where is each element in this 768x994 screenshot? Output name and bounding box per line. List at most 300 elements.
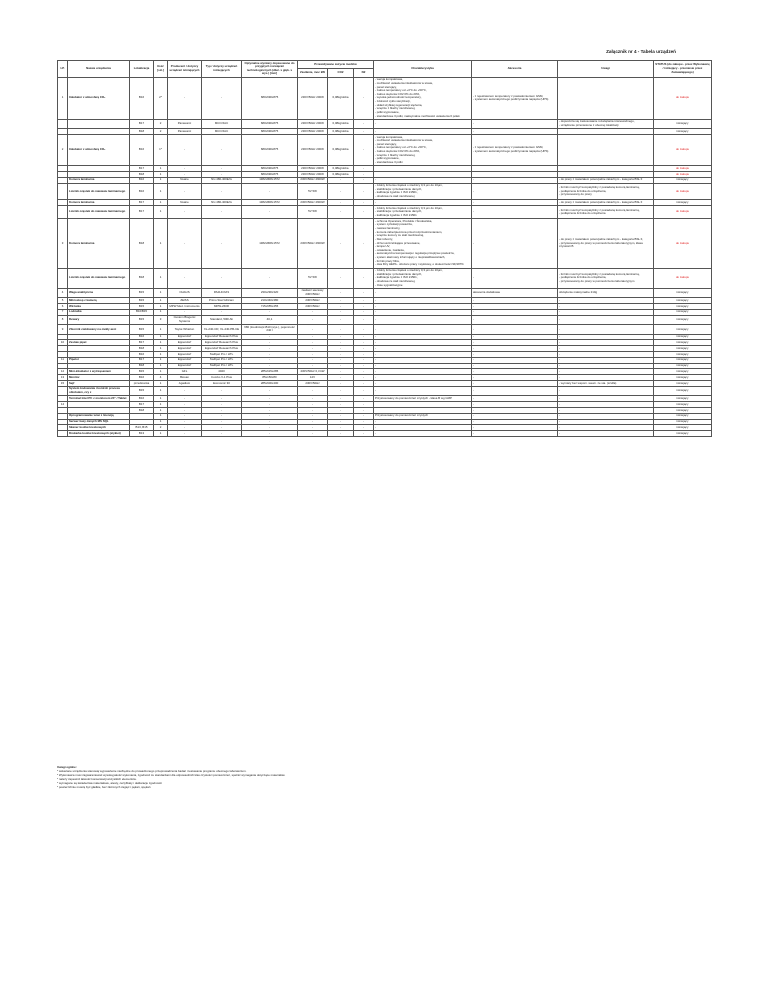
- cell-accessories: -: [472, 375, 558, 381]
- header-n2: N2: [354, 69, 374, 77]
- cell-power: -: [298, 396, 328, 402]
- cell-producer: -: [168, 172, 202, 178]
- cell-type: Economic 30: [202, 381, 242, 387]
- cell-dimensions: -: [242, 386, 298, 395]
- cell-quantity: 4: [154, 375, 168, 381]
- cell-power: -: [298, 407, 328, 413]
- cell-power: zasilacz sieciowy 230V/50Hz: [298, 288, 328, 297]
- cell-power: 230V/50Hz 200W: [298, 119, 328, 128]
- cell-status: istniejący: [654, 413, 712, 419]
- cell-location: przedsionka: [130, 381, 154, 387]
- cell-n2: -: [354, 309, 374, 315]
- cell-co2: 0,08kg/doba: [328, 77, 354, 119]
- cell-name: [68, 119, 130, 128]
- cell-name: Zbiornik ciekłowany na ciekły azot: [68, 325, 130, 334]
- cell-co2: -: [328, 363, 354, 369]
- cell-location: B16: [130, 135, 154, 166]
- cell-n2: -: [354, 288, 374, 297]
- cell-co2: 0,08kg/doba: [328, 135, 354, 166]
- cell-quantity: 1: [154, 407, 168, 413]
- cell-dimensions: -: [242, 425, 298, 431]
- cell-accessories: -: [472, 431, 558, 437]
- cell-location: B18: [130, 172, 154, 178]
- cell-dimensions: -: [242, 346, 298, 352]
- page-title: Załącznik nr 4 - Tabela urządzeń: [606, 49, 676, 54]
- cell-location: B16: [130, 77, 154, 119]
- cell-name: Komora laminarna: [68, 177, 130, 183]
- cell-lp: [58, 386, 68, 395]
- cell-characteristics: - zdolny liczenia cząstek o średnicy 0,3 µm do 10µm, - stabilizacja i przetwarzanie danych, - kalibracja zgodnie z ISO 21501, - obudowa ze stali nierdzewnej, - złote sygnalizacyjne: [374, 268, 472, 288]
- cell-status: istniejący: [654, 402, 712, 408]
- cell-lp: 4: [58, 288, 68, 297]
- cell-quantity: 1: [154, 357, 168, 363]
- cell-remarks: -: [558, 340, 654, 346]
- cell-lp: 6: [58, 304, 68, 310]
- cell-name: Zestaw pipet: [68, 340, 130, 346]
- cell-n2: -: [354, 135, 374, 166]
- cell-quantity: 1: [154, 304, 168, 310]
- note-line: * powierzchnie muszą być gładkie, bez złożonych zagięć i pękań, spękań: [57, 784, 151, 789]
- cell-accessories: -: [472, 119, 558, 128]
- cell-power: -: [298, 340, 328, 346]
- cell-lp: 1: [58, 77, 68, 119]
- cell-producer: -: [168, 386, 202, 395]
- cell-quantity: 2: [154, 129, 168, 135]
- cell-characteristics: - ochrona Operatora, Produktu i Środowiska, - system cyrkulacji powietrza, - nawiew laminarny, - komora zabezpieczona przed rozprzestrzenianiem, - wnętrze komory ze stali nierdzewnej, - blat roboczy, - drzwi uszczelniające przesuwane, - lampa UV, - oświetlenie, zasilanie, - automatyczna kompensacja i regulacja przepływu powietrza, - system alarmowy informujący o nieprawidłowościach, - licznik pracy filtra, - dwa filtry HEPA - obszaru pracy i wylotowy, o skuteczności 99,997%: [374, 219, 472, 268]
- cell-accessories: -: [472, 402, 558, 408]
- table-row: [58, 206, 712, 219]
- cell-type: -: [202, 172, 242, 178]
- notes-heading: Uwagi ogólne:: [57, 765, 77, 769]
- table-row: [58, 183, 712, 200]
- table-row: [58, 325, 712, 334]
- cell-n2: -: [354, 119, 374, 128]
- cell-accessories: -: [472, 325, 558, 334]
- cell-power: 230V/50Hz 200W: [298, 135, 328, 166]
- cell-producer: -: [168, 166, 202, 172]
- cell-producer: -: [168, 402, 202, 408]
- cell-producer: -: [168, 219, 202, 268]
- cell-n2: -: [354, 298, 374, 304]
- cell-producer: Panasonic: [168, 119, 202, 128]
- cell-power: 5V 5W: [298, 206, 328, 219]
- cell-accessories: - z rejestratorem temperatury z powiadomieniem GSM, - systemem automatycznego podtrzymania napięcia (UPS): [472, 77, 558, 119]
- cell-status: do zakupu: [654, 135, 712, 166]
- note-line: * wskazane urządzenia stanowią wyposażenie niezbędne do prowadzonego przeprowadzenia badań i testowanie programu obecnego laboratorium.: [57, 768, 247, 773]
- cell-type: XL-240-CD; XL-240-PB-CE: [202, 325, 242, 334]
- cell-producer: -: [168, 309, 202, 315]
- cell-lp: 13: [58, 375, 68, 381]
- cell-quantity: 1: [154, 288, 168, 297]
- cell-remarks: - do pracy z materiałem potencjalnie zakaźnym - kategoria BSL II: [558, 177, 654, 183]
- cell-n2: -: [354, 402, 374, 408]
- cell-lp: 15: [58, 381, 68, 387]
- cell-dimensions: 1382x808x1572: [242, 177, 298, 183]
- cell-remarks: -: [558, 402, 654, 408]
- cell-remarks: - licznik musi być kompatybilny z posiadaną komorą laminarną, - podłączenie licznika do urządzenia, - przystosowany do pracy w pomieszczeniu laboratoryjnym: [558, 268, 654, 288]
- cell-type: MCO-5AC: [202, 119, 242, 128]
- cell-quantity: 2: [154, 425, 168, 431]
- cell-dimensions: 680 (średnica)x1510 (wys.), pojemność 240 l: [242, 325, 298, 334]
- cell-producer: -: [168, 419, 202, 425]
- cell-location: B16: [130, 334, 154, 340]
- cell-quantity: 1: [154, 206, 168, 219]
- cell-type: -: [202, 425, 242, 431]
- cell-remarks: -: [558, 407, 654, 413]
- table-row: [58, 288, 712, 297]
- cell-location: B16: [130, 396, 154, 402]
- cell-n2: -: [354, 183, 374, 200]
- cell-remarks: -: [558, 309, 654, 315]
- cell-location: B13: [130, 431, 154, 437]
- cell-characteristics: Przystosowany do pomieszczeń czystych: [374, 413, 472, 419]
- cell-quantity: 1: [154, 402, 168, 408]
- cell-location: B17: [130, 340, 154, 346]
- cell-co2: -: [328, 268, 354, 288]
- cell-power: 230V/50Hz: [298, 304, 328, 310]
- header-media: Przewidywane zużycie mediów: [298, 61, 374, 69]
- header-power: Zasilanie, moc kW: [298, 69, 328, 77]
- cell-remarks: -: [558, 352, 654, 358]
- cell-dimensions: -: [242, 407, 298, 413]
- cell-accessories: -: [472, 419, 558, 425]
- cell-quantity: 1: [154, 431, 168, 437]
- cell-remarks: -: [558, 325, 654, 334]
- cell-n2: -: [354, 340, 374, 346]
- header-location: Lokalizacja: [130, 61, 154, 78]
- table-row: [58, 315, 712, 324]
- table-row: [58, 135, 712, 166]
- cell-status: do zakupu: [654, 183, 712, 200]
- cell-characteristics: - zdolny liczenia cząstek o średnicy 0,3 µm do 10µm, - stabilizacja i przetwarzanie danych, - kalibracja zgodnie z ISO 21501, - obudowa ze stali nierdzewnej: [374, 183, 472, 200]
- cell-producer: -: [168, 206, 202, 219]
- cell-type: Swiftpet Pro / HTL: [202, 357, 242, 363]
- cell-characteristics: Przystosowany do pomieszczeń czystych - klasa B wg GMP: [374, 396, 472, 402]
- cell-dimensions: -: [242, 363, 298, 369]
- cell-producer: -: [168, 413, 202, 419]
- cell-dimensions: -: [242, 268, 298, 288]
- cell-remarks: -: [558, 396, 654, 402]
- cell-dimensions: 715x655x455: [242, 304, 298, 310]
- cell-power: -: [298, 315, 328, 324]
- cell-accessories: -: [472, 129, 558, 135]
- cell-quantity: 1: [154, 369, 168, 375]
- cell-n2: -: [354, 413, 374, 419]
- cell-n2: -: [354, 386, 374, 395]
- cell-co2: -: [328, 309, 354, 315]
- cell-characteristics: -: [374, 357, 472, 363]
- cell-remarks: - wymiary bez wsporn. wewn. ze sta. (szufla): [558, 381, 654, 387]
- cell-characteristics: - wersja kompaktowa, - możliwość ustawienia inkubatorów w stosie, - panel sterujący, - zakres temperatury od +4°C do +50°C, - zakres stężenia CO2 0% do 20%, - wysoka jednorodność temperatury, - zdolność cyklu sterylizacji, - układ szybkiej regeneracji stężenia, - wnętrze z blachy nierdzewnej, - półki wyjmowane, - standardowe 3 półki, maksymalne możliwości ustawienia 6 półek: [374, 77, 472, 119]
- cell-power: 230V/50Hz: [298, 298, 328, 304]
- cell-status: do zakupu: [654, 166, 712, 172]
- cell-lp: 8: [58, 315, 68, 324]
- cell-name: Oprogramowanie wraz z licencją: [68, 413, 130, 419]
- cell-dimensions: -: [242, 419, 298, 425]
- cell-type: Swiftpet Pro / HTL: [202, 352, 242, 358]
- cell-accessories: -: [472, 334, 558, 340]
- cell-remarks: - licznik musi być kompatybilny z posiadaną komorą laminarną, - podłączenie licznika do urządzenia, - przystosowany do pracy: [558, 183, 654, 200]
- cell-type: -: [202, 402, 242, 408]
- cell-status: do zakupu: [654, 219, 712, 268]
- cell-type: MPW-260R: [202, 304, 242, 310]
- cell-name: Inkubator z atmosferą CO₂: [68, 135, 130, 166]
- cell-n2: -: [354, 325, 374, 334]
- cell-power: -: [298, 334, 328, 340]
- cell-n2: -: [354, 369, 374, 375]
- cell-location: B13, B15: [130, 425, 154, 431]
- cell-characteristics: -: [374, 363, 472, 369]
- cell-location: B18: [130, 346, 154, 352]
- cell-producer: Eppendorf: [168, 357, 202, 363]
- cell-accessories: -: [472, 200, 558, 206]
- cell-characteristics: -: [374, 325, 472, 334]
- cell-status: istniejący: [654, 119, 712, 128]
- header-type: Typ / dotyczy urządzeń istniejących: [202, 61, 242, 78]
- cell-n2: -: [354, 346, 374, 352]
- cell-lp: 9: [58, 325, 68, 334]
- cell-type: PA214CM/1: [202, 288, 242, 297]
- cell-accessories: -: [472, 425, 558, 431]
- cell-co2: 0,08kg/doba: [328, 172, 354, 178]
- cell-dimensions: -: [242, 357, 298, 363]
- cell-name: Waga analityczna: [68, 288, 130, 297]
- cell-accessories: -: [472, 309, 558, 315]
- cell-quantity: 1: [154, 363, 168, 369]
- cell-co2: -: [328, 340, 354, 346]
- table-row: [58, 431, 712, 437]
- cell-dimensions: 210x340x380: [242, 298, 298, 304]
- cell-status: istniejący: [654, 357, 712, 363]
- cell-status: istniejący: [654, 346, 712, 352]
- cell-remarks: -: [558, 386, 654, 395]
- cell-status: istniejący: [654, 425, 712, 431]
- cell-producer: -: [168, 135, 202, 166]
- cell-status: istniejący: [654, 407, 712, 413]
- cell-name: Licznik cząstek do nawiewu laminarnego: [68, 183, 130, 200]
- cell-co2: -: [328, 315, 354, 324]
- note-line: * Wykonawca musi zagwarantować wysoką jakość wykonania, zgodność ze standardami dla odpowiednich klas czystości pomieszczeń, spełnić wymagania dotyczące materiałów.: [57, 772, 286, 777]
- cell-characteristics: -: [374, 315, 472, 324]
- cell-status: istniejący: [654, 419, 712, 425]
- cell-co2: -: [328, 298, 354, 304]
- cell-characteristics: -: [374, 200, 472, 206]
- cell-quantity: 1: [154, 166, 168, 172]
- cell-power: -: [298, 363, 328, 369]
- cell-name: Drukarka kodów kreskowych (etykiet): [68, 431, 130, 437]
- cell-remarks: - licznik musi być kompatybilny z posiadaną komorą laminarną, - podłączenie licznika do urządzenia: [558, 206, 654, 219]
- header-name: Nazwa urządzenia: [68, 61, 130, 78]
- cell-dimensions: -: [242, 431, 298, 437]
- cell-name: Licznik cząstek do nawiewu laminarnego: [68, 268, 130, 288]
- cell-co2: -: [328, 369, 354, 375]
- cell-n2: -: [354, 172, 374, 178]
- cell-name: Pipetor: [68, 357, 130, 363]
- cell-name: Skaner kodów kreskowych: [68, 425, 130, 431]
- cell-co2: -: [328, 352, 354, 358]
- cell-location: B10/B15: [130, 309, 154, 315]
- cell-power: -: [298, 309, 328, 315]
- cell-lp: 10: [58, 340, 68, 346]
- cell-power: 5V 5W: [298, 183, 328, 200]
- general-notes: [57, 766, 285, 790]
- cell-power: -: [298, 431, 328, 437]
- cell-characteristics: -: [374, 309, 472, 315]
- cell-dimensions: 680x690x875: [242, 135, 298, 166]
- cell-location: B15: [130, 386, 154, 395]
- cell-type: -: [202, 413, 242, 419]
- cell-lp: [58, 206, 68, 219]
- cell-name: Serwer bazy danych MS SQL: [68, 419, 130, 425]
- cell-name: Komora laminarna: [68, 219, 130, 268]
- cell-power: 230V/50Hz 2600W: [298, 177, 328, 183]
- cell-status: istniejący: [654, 396, 712, 402]
- cell-quantity: 1: [154, 177, 168, 183]
- cell-quantity: 1: [154, 200, 168, 206]
- cell-quantity: 3: [154, 315, 168, 324]
- cell-n2: -: [354, 304, 374, 310]
- cell-type: Eppendorf Research Plus: [202, 346, 242, 352]
- cell-producer: -: [168, 425, 202, 431]
- cell-accessories: -: [472, 363, 558, 369]
- cell-location: B15: [130, 304, 154, 310]
- cell-producer: -: [168, 77, 202, 119]
- cell-characteristics: -: [374, 369, 472, 375]
- cell-characteristics: -: [374, 119, 472, 128]
- cell-characteristics: -: [374, 340, 472, 346]
- cell-characteristics: -: [374, 288, 472, 297]
- cell-status: istniejący: [654, 334, 712, 340]
- cell-co2: 0,08kg/doba: [328, 119, 354, 128]
- cell-quantity: 1: [154, 219, 168, 268]
- cell-accessories: -: [472, 413, 558, 419]
- cell-producer: GFL: [168, 369, 202, 375]
- cell-type: -: [202, 135, 242, 166]
- cell-status: istniejący: [654, 315, 712, 324]
- cell-co2: -: [328, 304, 354, 310]
- cell-type: Eppendorf Research Plus: [202, 334, 242, 340]
- cell-dimensions: -: [242, 183, 298, 200]
- cell-accessories: -: [472, 357, 558, 363]
- cell-location: B17: [130, 119, 154, 128]
- cell-n2: -: [354, 381, 374, 387]
- cell-name: Lodówka: [68, 309, 130, 315]
- cell-location: B15: [130, 298, 154, 304]
- table-row: [58, 386, 712, 395]
- cell-status: istniejący: [654, 325, 712, 334]
- cell-type: 4020: [202, 369, 242, 375]
- cell-name: Monitor: [68, 375, 130, 381]
- cell-remarks: -: [558, 357, 654, 363]
- cell-quantity: 1: [154, 309, 168, 315]
- cell-accessories: -: [472, 298, 558, 304]
- cell-producer: Eppendorf: [168, 352, 202, 358]
- cell-accessories: -: [472, 352, 558, 358]
- cell-accessories: -: [472, 340, 558, 346]
- cell-location: B17: [130, 166, 154, 172]
- cell-dimensions: 680x690x875: [242, 119, 298, 128]
- cell-co2: -: [328, 325, 354, 334]
- cell-type: -: [202, 407, 242, 413]
- cell-characteristics: -: [374, 334, 472, 340]
- cell-dimensions: 1382x808x1572: [242, 200, 298, 206]
- cell-name: Komora laminarna: [68, 200, 130, 206]
- cell-accessories: -: [472, 407, 558, 413]
- cell-lp: [58, 268, 68, 288]
- cell-dimensions: -: [242, 402, 298, 408]
- cell-co2: -: [328, 200, 354, 206]
- cell-power: 230V/50Hz 200W: [298, 129, 328, 135]
- cell-characteristics: -: [374, 298, 472, 304]
- cell-dimensions: 40,1: [242, 315, 298, 324]
- cell-co2: -: [328, 402, 354, 408]
- cell-characteristics: -: [374, 375, 472, 381]
- cell-producer: -: [168, 268, 202, 288]
- cell-quantity: 1: [154, 172, 168, 178]
- cell-lp: 11: [58, 357, 68, 363]
- cell-status: do zakupu: [654, 172, 712, 178]
- cell-quantity: 1: [154, 386, 168, 395]
- cell-co2: -: [328, 334, 354, 340]
- cell-lp: 3: [58, 219, 68, 268]
- cell-producer: -: [168, 431, 202, 437]
- cell-type: -: [202, 77, 242, 119]
- cell-type: -: [202, 419, 242, 425]
- cell-n2: -: [354, 334, 374, 340]
- cell-power: 230V/50Hz 2600W: [298, 219, 328, 268]
- cell-dimensions: -: [242, 206, 298, 219]
- cell-producer: Eppendorf: [168, 340, 202, 346]
- cell-type: -: [202, 166, 242, 172]
- note-line: * należy zapewnić łatwość konserwacji wszystkich elementów.: [57, 776, 137, 781]
- cell-quantity: 1: [154, 381, 168, 387]
- cell-co2: -: [328, 425, 354, 431]
- cell-remarks: -: [558, 315, 654, 324]
- cell-n2: -: [354, 357, 374, 363]
- cell-dimensions: 285x615x285: [242, 369, 298, 375]
- cell-characteristics: -: [374, 419, 472, 425]
- cell-characteristics: - zdolny liczenia cząstek o średnicy 0,3 µm do 10µm, - stabilizacja i przetwarzanie danych, - kalibracja zgodnie z ISO 21501: [374, 206, 472, 219]
- cell-status: istniejący: [654, 375, 712, 381]
- cell-remarks: [558, 135, 654, 166]
- cell-dimensions: -: [242, 334, 298, 340]
- cell-power: -: [298, 386, 328, 395]
- cell-remarks: -: [558, 369, 654, 375]
- cell-co2: -: [328, 407, 354, 413]
- cell-remarks: -: [558, 304, 654, 310]
- header-dimensions: Optymalne wymiary dopasowane do przyjętych rozwiązań technologicznych (dłuż. x głęb. x wys.) [mm]: [242, 61, 298, 78]
- cell-co2: 0,08kg/doba: [328, 166, 354, 172]
- cell-n2: -: [354, 200, 374, 206]
- cell-lp: 2: [58, 135, 68, 166]
- cell-location: B16: [130, 375, 154, 381]
- cell-name: Terminal Intel PC z monitorem 24" / Tablet: [68, 396, 130, 402]
- cell-quantity: 1: [154, 268, 168, 288]
- cell-characteristics: -: [374, 177, 472, 183]
- cell-characteristics: -: [374, 386, 472, 395]
- header-lp: LP.: [58, 61, 68, 78]
- cell-name: Inkubator z atmosferą CO₂: [68, 77, 130, 119]
- cell-location: B15: [130, 369, 154, 375]
- cell-location: B17: [130, 200, 154, 206]
- cell-n2: -: [354, 375, 374, 381]
- cell-type: NU-480-400E/G: [202, 177, 242, 183]
- cell-remarks: -: [558, 425, 654, 431]
- cell-n2: -: [354, 315, 374, 324]
- cell-remarks: -: [558, 298, 654, 304]
- cell-accessories: -: [472, 381, 558, 387]
- cell-co2: -: [328, 177, 354, 183]
